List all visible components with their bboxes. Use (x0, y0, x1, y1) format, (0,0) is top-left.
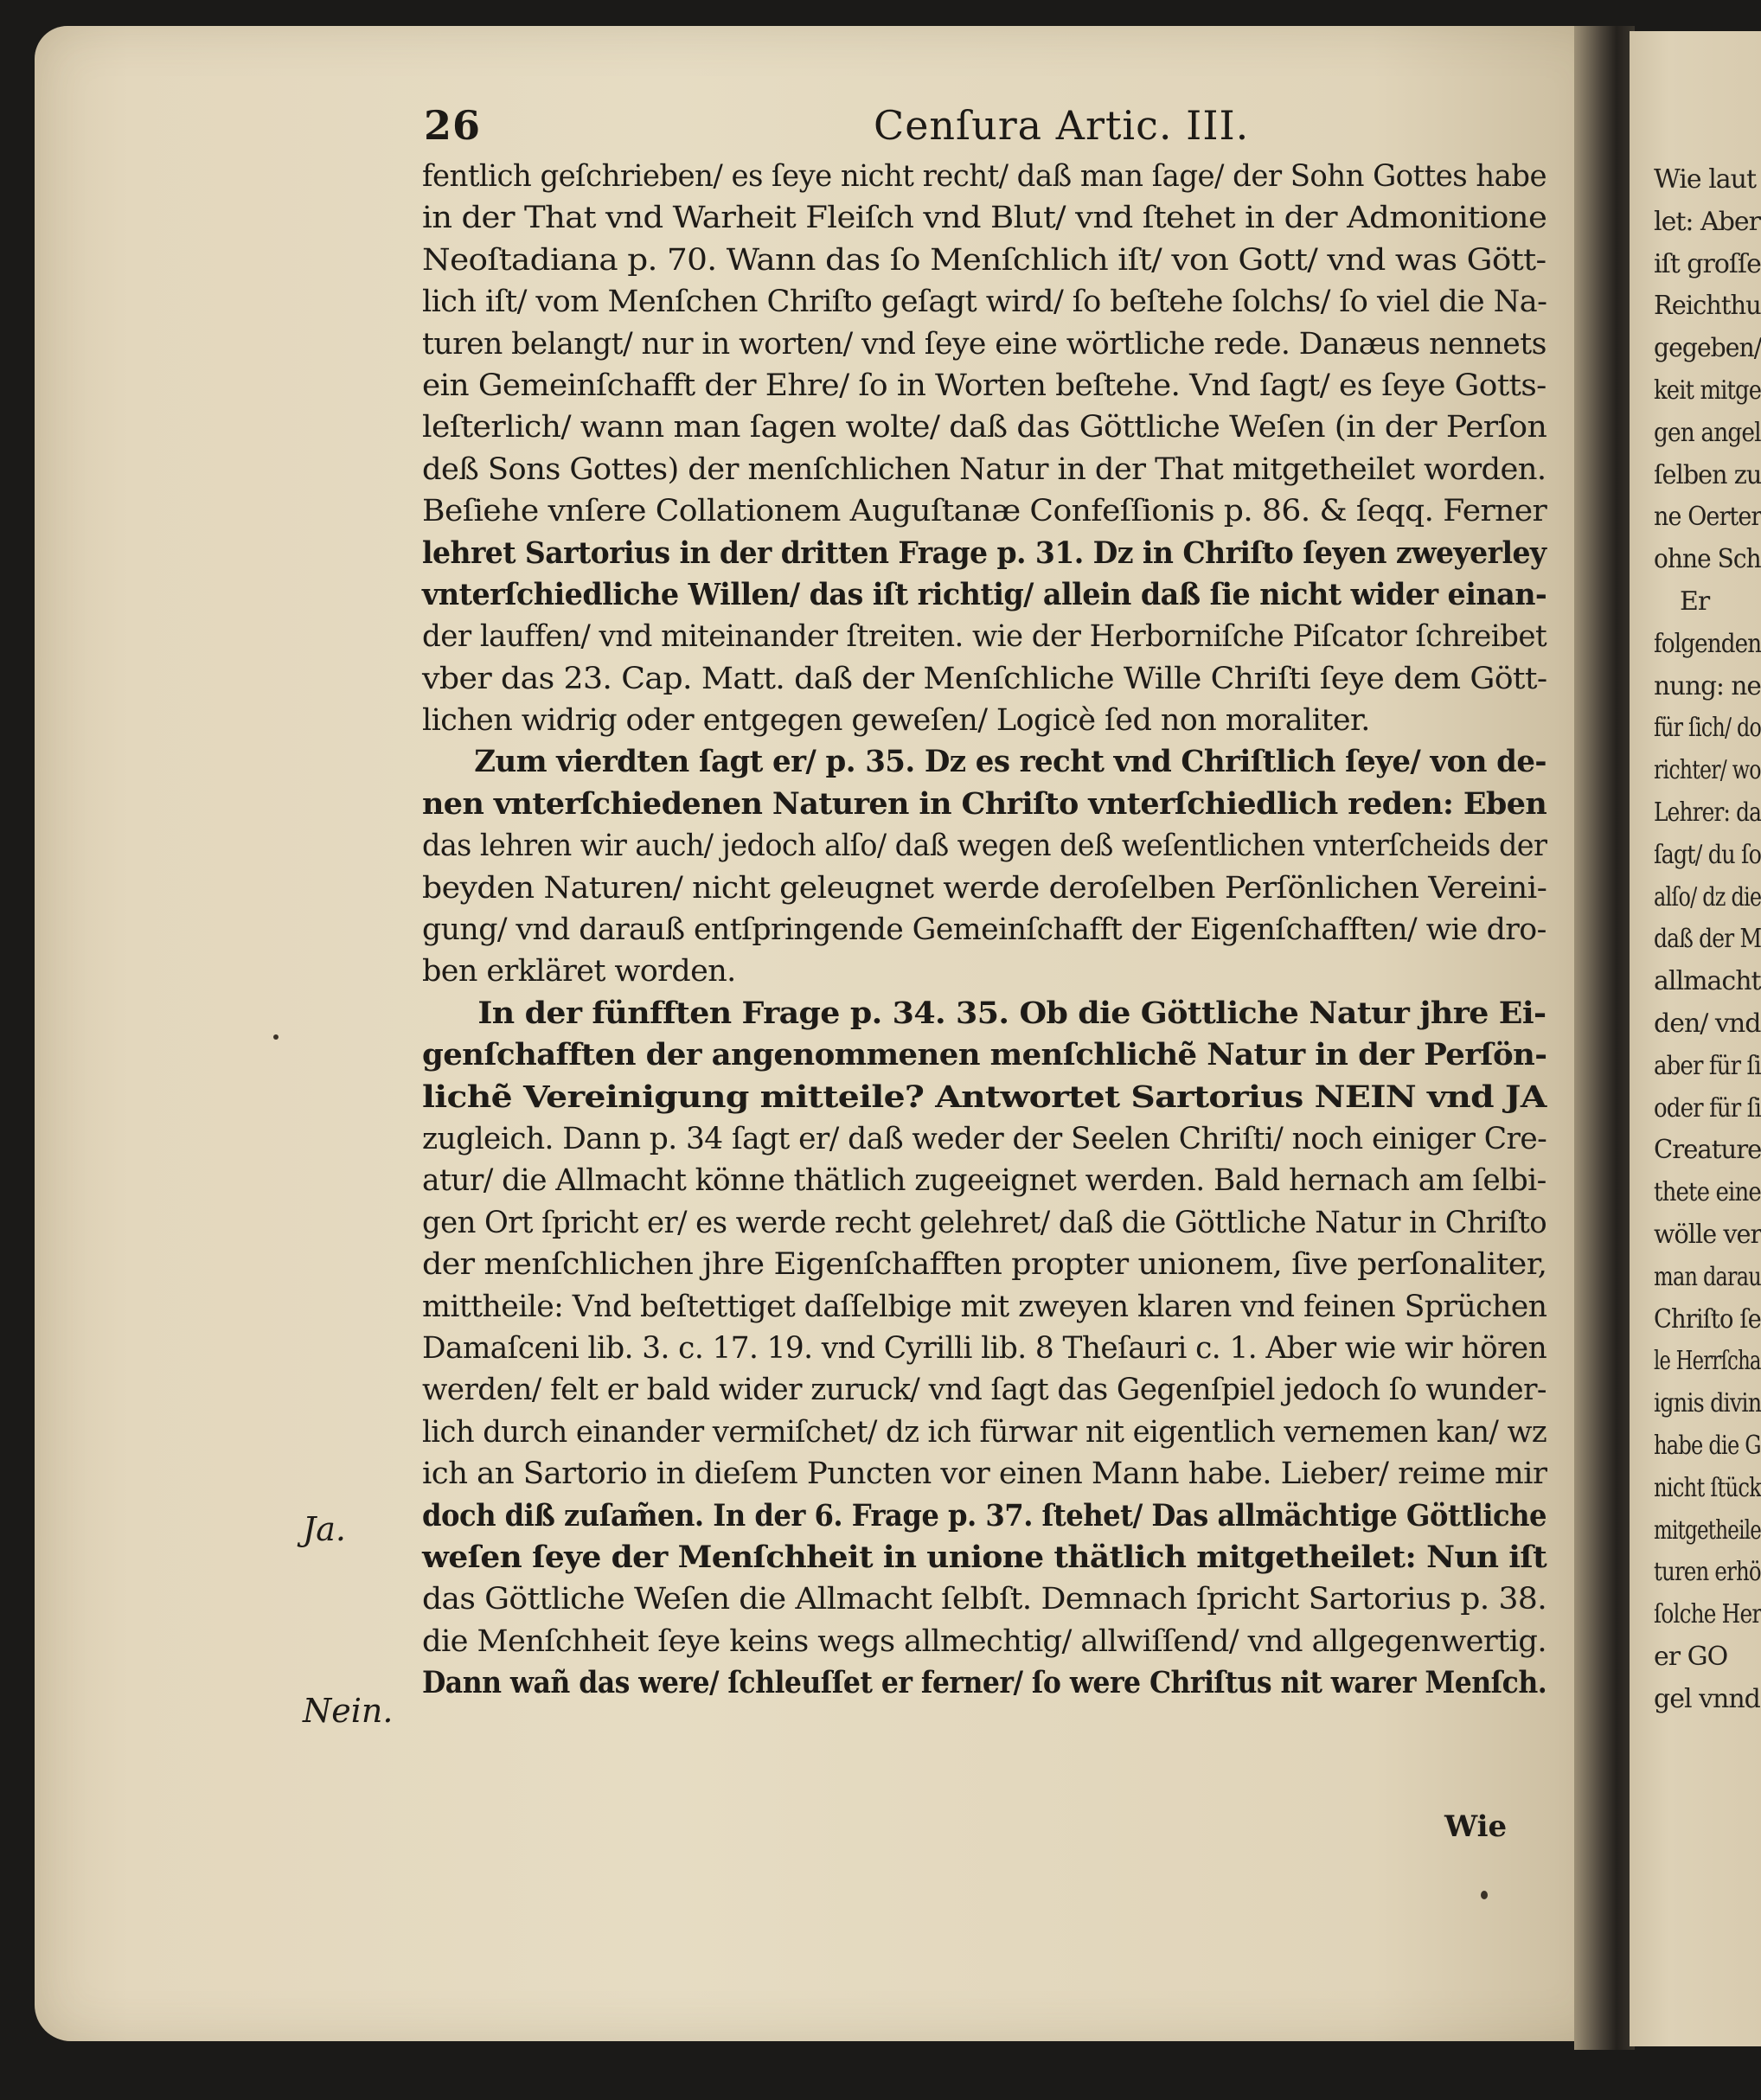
text-line: genſchafften der angenommenen menſchlichẽ Natur in der Perſön- (422, 1037, 1547, 1073)
text-line: ein Gemeinſchafft der Ehre/ ſo in Worten beſtehe. Vnd ſagt/ es ſeye Gotts- (422, 368, 1546, 403)
text-line: ben erkläret worden. (422, 954, 736, 989)
facing-line: nung: ne (1654, 670, 1761, 701)
text-line: Beſiehe vnſere Collationem Auguſtanæ Confeſſionis p. 86. & ſeqq. Ferner (422, 494, 1547, 529)
facing-line: ſagt/ du ſo (1654, 839, 1761, 870)
facing-line: Wie laut (1654, 164, 1757, 195)
facing-line: gel vnnd (1654, 1683, 1760, 1714)
text-line: vnterſchiedliche Willen/ das iſt richtig/ allein daß ſie nicht wider einan- (422, 576, 1547, 612)
facing-line: allmacht (1654, 966, 1761, 997)
facing-line: er GO (1654, 1641, 1728, 1672)
facing-page-text (1654, 159, 1761, 1785)
text-line: mittheile: Vnd beſtettiget daſſelbige mit zweyen klaren vnd feinen Sprüchen (422, 1289, 1547, 1324)
catchword: Wie (1444, 1809, 1508, 1844)
text-line: doch diß zuſam̃en. In der 6. Frage p. 37. ſtehet/ Das allmächtige Göttliche (422, 1497, 1546, 1533)
facing-line: daß der M (1654, 924, 1761, 955)
text-line: nen vnterſchiedenen Naturen in Chriſto vnterſchiedlich reden: Eben (422, 785, 1547, 822)
facing-line: ohne Sch (1654, 544, 1761, 575)
text-line: lichen widrig oder entgegen geweſen/ Logicè ſed non moraliter. (422, 703, 1370, 739)
text-line: lich iſt/ vom Menſchen Chriſto geſagt wird/ ſo beſtehe ſolchs/ ſo viel die Na- (422, 285, 1547, 320)
facing-line: Er (1680, 586, 1710, 617)
facing-line: alſo/ dz die (1654, 881, 1761, 912)
facing-line: für ſich/ do (1654, 713, 1761, 744)
text-line: fentlich geſchrieben/ es ſeye nicht recht/ daß man ſage/ der Sohn Gottes habe (422, 159, 1546, 194)
facing-line: gen angel (1654, 417, 1761, 448)
facing-line: le Herrſcha (1654, 1346, 1761, 1377)
facing-line: aber für ſi (1654, 1050, 1761, 1081)
text-line: gen Ort ſpricht er/ es werde recht gelehret/ daß die Göttliche Natur in Chriſto (422, 1205, 1547, 1240)
facing-line: habe die G (1654, 1430, 1761, 1461)
text-line: Damaſceni lib. 3. c. 17. 19. vnd Cyrilli lib. 8 Theſauri c. 1. Aber wie wir hören (422, 1330, 1547, 1366)
text-line: Dann wañ das were/ ſchleuſſet er ferner/ ſo were Chriſtus nit warer Menſch. (422, 1665, 1547, 1701)
text-line: lich durch einander vermiſchet/ dz ich fürwar nit eigentlich vernemen kan/ wz (422, 1414, 1547, 1450)
text-line: der lauffen/ vnd miteinander ſtreiten. wie der Herborniſche Piſcator ſchreibet (422, 619, 1547, 655)
facing-line: man darau (1654, 1261, 1761, 1292)
facing-line: gegeben/ (1654, 333, 1761, 364)
marginal-note-ja: Ja. (303, 1510, 346, 1548)
text-line: lichẽ Vereinigung mitteile? Antwortet Sartorius NEIN vnd JA (422, 1079, 1546, 1115)
facing-line: thete eine (1654, 1177, 1761, 1208)
text-line: das Göttliche Weſen die Allmacht ſelbſt. Demnach ſpricht Sartorius p. 38. (422, 1582, 1547, 1617)
facing-line: richter/ wo (1654, 755, 1761, 786)
text-line: beyden Naturen/ nicht geleugnet werde deroſelben Perſönlichen Vereini- (422, 870, 1547, 906)
facing-line: Chriſto ſe (1654, 1303, 1761, 1335)
text-line: Zum vierdten ſagt er/ p. 35. Dz es recht vnd Chriſtlich ſeye/ von de- (474, 744, 1546, 780)
facing-line: Lehrer: da (1654, 797, 1761, 828)
facing-line: ſolche Her (1654, 1599, 1761, 1630)
text-line: lehret Sartorius in der dritten Frage p. 31. Dz in Chriſto ſeyen zweyerley (422, 535, 1546, 571)
text-line: zugleich. Dann p. 34 ſagt er/ daß weder der Seelen Chriſti/ noch einiger Cre- (422, 1121, 1547, 1156)
text-line: gung/ vnd darauß entſpringende Gemeinſchafft der Eigenſchafften/ wie dro- (422, 912, 1546, 948)
text-line: werden/ felt er bald wider zuruck/ vnd ſagt das Gegenſpiel jedoch ſo wunder- (422, 1373, 1546, 1408)
paper-speck (273, 1034, 279, 1040)
facing-line: iſt groſſe (1654, 248, 1761, 279)
text-line: ich an Sartorio in dieſem Puncten vor einen Mann habe. Lieber/ reime mir (422, 1457, 1547, 1492)
text-line: in der That vnd Warheit Fleiſch vnd Blut/ vnd ſtehet in der Admonitione (422, 201, 1547, 236)
facing-line: ignis divin (1654, 1388, 1761, 1419)
text-line: atur/ die Allmacht könne thätlich zugeeignet werden. Bald hernach am ſelbi- (422, 1163, 1546, 1199)
facing-line: Reichthu (1654, 291, 1761, 322)
facing-line: keit mitge (1654, 375, 1761, 406)
text-line: Neoſtadiana p. 70. Wann das ſo Menſchlich iſt/ von Gott/ vnd was Gött- (422, 242, 1546, 278)
facing-line: let: Aber (1654, 206, 1761, 237)
facing-line: ſelben zu (1654, 459, 1761, 490)
facing-line: oder für ſi (1654, 1092, 1761, 1124)
facing-line: nicht ſtück (1654, 1472, 1761, 1503)
facing-line: Creature (1654, 1135, 1761, 1166)
text-line: der menſchlichen jhre Eigenſchafften propter unionem, ſive perſonaliter, (422, 1247, 1547, 1283)
marginal-note-nein: Nein. (303, 1692, 394, 1730)
facing-line: den/ vnd (1654, 1008, 1761, 1039)
text-line: leſterlich/ wann man ſagen wolte/ daß das Göttliche Weſen (in der Perſon (422, 410, 1547, 445)
text-line: weſen ſeye der Menſchheit in unione thätlich mitgetheilet: Nun iſt (422, 1539, 1547, 1575)
page-header (407, 97, 1271, 157)
main-text-block (422, 156, 1546, 1799)
text-line: turen belangt/ nur in worten/ vnd ſeye eine wörtliche rede. Danæus nennets (422, 326, 1546, 362)
paper-speck (1481, 1891, 1488, 1899)
text-line: die Menſchheit ſeye keins wegs allmechtig/ allwiſſend/ vnd allgegenwertig. (422, 1623, 1546, 1659)
facing-line: folgenden (1654, 628, 1761, 659)
text-line: deß Sons Gottes) der menſchlichen Natur in der That mitgetheilet worden. (422, 451, 1546, 487)
running-title: Cenſura Artic. III. (874, 102, 1250, 149)
facing-line: turen erhö (1654, 1557, 1761, 1588)
facing-line: mitgetheile (1654, 1514, 1761, 1546)
book-gutter (1574, 26, 1635, 2050)
text-line: In der fünfften Frage p. 34. 35. Ob die Göttliche Natur jhre Ei- (477, 995, 1546, 1031)
facing-line: wölle ver (1654, 1219, 1761, 1250)
text-line: vber das 23. Cap. Matt. daß der Menſchliche Wille Chriſti ſeye dem Gött- (422, 661, 1547, 696)
page-number: 26 (424, 102, 482, 149)
text-line: das lehren wir auch/ jedoch alſo/ daß wegen deß weſentlichen vnterſcheids der (422, 829, 1547, 864)
facing-line: ne Oerter (1654, 502, 1761, 533)
